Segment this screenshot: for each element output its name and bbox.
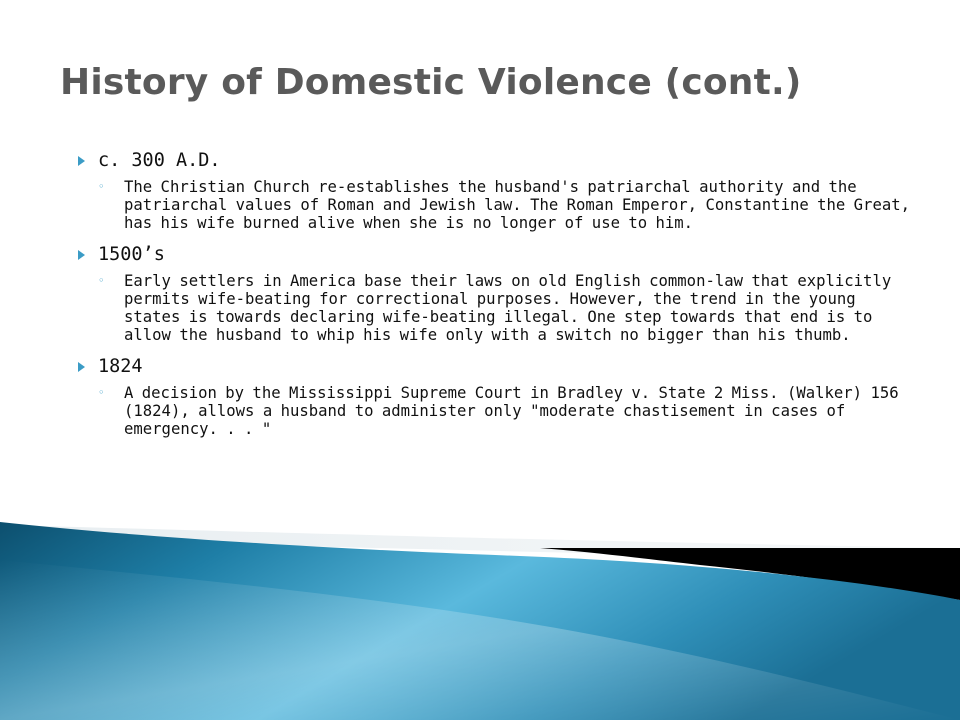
triangle-bullet-icon <box>78 362 85 372</box>
sub-bullet-text: Early settlers in America base their laws on old English common-law that explicitly permits wife-beating for correctional purposes. However, the trend in the young states is towards declaring wife-beating illegal. One step towards that end is to allow the husband to whip his wife only with a switch no bigger than his thumb. <box>124 272 892 344</box>
triangle-bullet-icon <box>78 156 85 166</box>
sub-bullet-text: The Christian Church re-establishes the husband's patriarchal authority and the patriarchal values of Roman and Jewish law. The Roman Emperor, Constantine the Great, has his wife burned alive when she is no longer of use to him. <box>124 178 910 232</box>
sub-bullet-text: A decision by the Mississippi Supreme Court in Bradley v. State 2 Miss. (Walker) 156 (1824), allows a husband to administer only "moderate chastisement in cases of emergency. . . " <box>124 384 899 438</box>
bullet-item <box>78 356 914 378</box>
circle-bullet-icon: ◦ <box>98 386 105 399</box>
bullet-heading: 1500’s <box>98 244 165 265</box>
slide-title: History of Domestic Violence (cont.) <box>60 62 802 103</box>
sub-bullet-item <box>78 272 914 344</box>
bullet-item <box>78 150 914 172</box>
triangle-bullet-icon <box>78 250 85 260</box>
circle-bullet-icon: ◦ <box>98 180 105 193</box>
bullet-item <box>78 244 914 266</box>
bullet-heading: 1824 <box>98 356 143 377</box>
sub-bullet-item <box>78 178 914 232</box>
bullet-list <box>78 150 914 450</box>
sub-bullet-item <box>78 384 914 438</box>
bullet-heading: c. 300 A.D. <box>98 150 221 171</box>
circle-bullet-icon: ◦ <box>98 274 105 287</box>
